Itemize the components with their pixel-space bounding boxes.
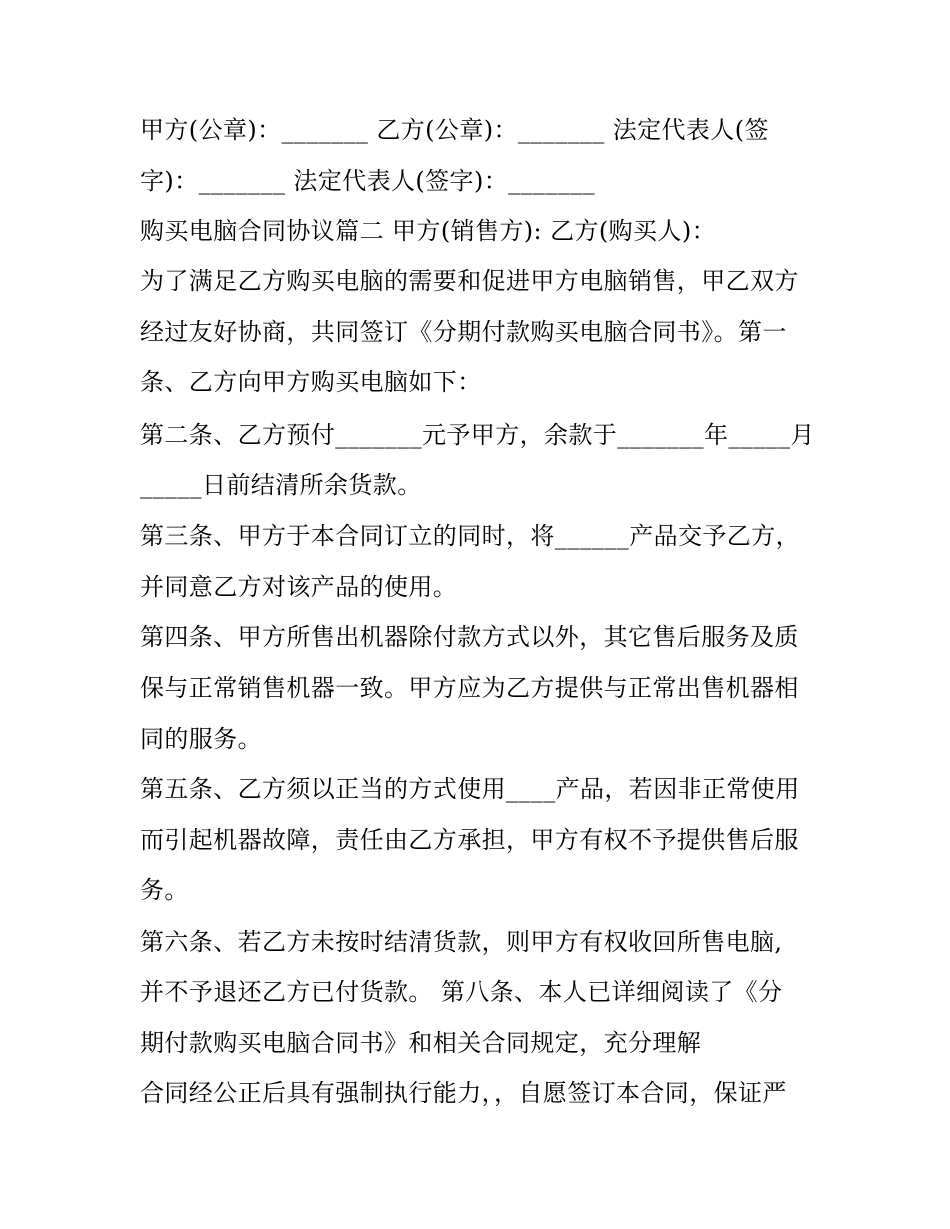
text-line: 为了满足乙方购买电脑的需要和促进甲方电脑销售，甲乙双方 xyxy=(140,267,799,295)
text-line: 第三条、甲方于本合同订立的同时，将______产品交予乙方， xyxy=(140,522,800,550)
text-line: 字)：_______ 法定代表人(签字)：_______ xyxy=(140,167,595,195)
text-line: 并同意乙方对该产品的使用。 xyxy=(140,573,458,601)
text-line: 同的服务。 xyxy=(140,725,262,753)
text-line: _____日前结清所余货款。 xyxy=(140,471,422,499)
text-line: 第五条、乙方须以正当的方式使用____产品，若因非正常使用 xyxy=(140,775,800,803)
text-line: 并不予退还乙方已付货款。 第八条、本人已详细阅读了《分 xyxy=(140,978,783,1006)
text-line: 第四条、甲方所售出机器除付款方式以外，其它售后服务及质 xyxy=(140,623,799,651)
text-line: 购买电脑合同协议篇二 甲方(销售方): 乙方(购买人)： xyxy=(140,217,716,245)
text-line: 期付款购买电脑合同书》和相关合同规定，充分理解 xyxy=(140,1029,702,1057)
text-line: 第六条、若乙方未按时结清货款，则甲方有权收回所售电脑, xyxy=(140,928,783,956)
text-line: 第二条、乙方预付_______元予甲方，余款于_______年_____月 xyxy=(140,421,815,449)
text-line: 经过友好协商，共同签订《分期付款购买电脑合同书》。第一 xyxy=(140,318,787,346)
text-line: 务。 xyxy=(140,876,189,904)
text-line: 条、乙方向甲方购买电脑如下： xyxy=(140,368,482,396)
text-line: 而引起机器故障，责任由乙方承担，甲方有权不予提供售后服 xyxy=(140,826,799,854)
text-line: 合同经公正后具有强制执行能力，，自愿签订本合同，保证严 xyxy=(140,1079,787,1107)
text-line: 保与正常销售机器一致。甲方应为乙方提供与正常出售机器相 xyxy=(140,674,799,702)
text-line: 甲方(公章)：_______ 乙方(公章)：_______ 法定代表人(签 xyxy=(140,116,769,144)
